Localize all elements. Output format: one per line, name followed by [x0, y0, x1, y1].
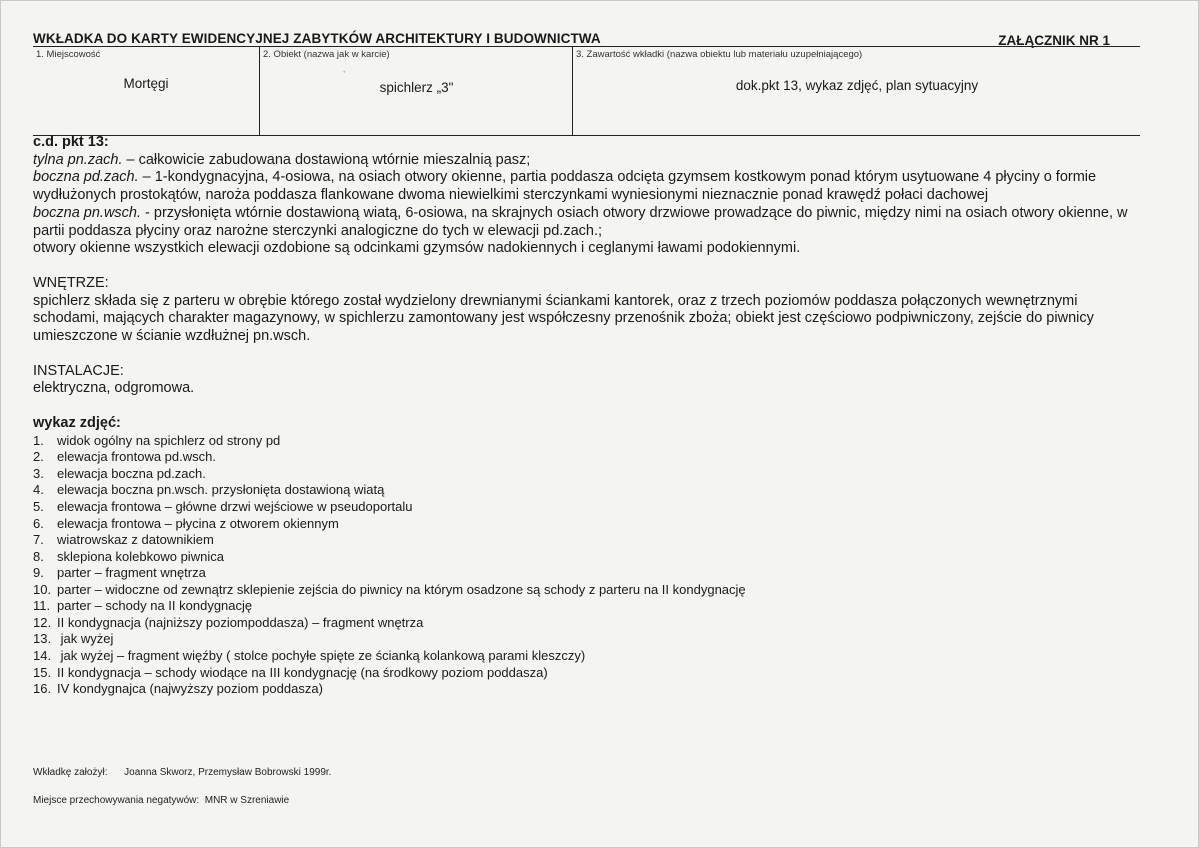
photo-list-item — [33, 532, 1143, 549]
elevation-side-ne-name: boczna pn.wsch. — [33, 204, 142, 221]
footer-storage — [33, 795, 289, 806]
photo-list — [33, 433, 1143, 698]
photo-list-item — [33, 681, 1143, 698]
elevation-rear-name: tylna pn.zach. — [33, 151, 123, 168]
photo-list-item — [33, 631, 1143, 648]
elevation-side-sw-desc: – 1-kondygnacyjna, 4-osiowa, na osiach otwory okienne, partia poddasza odcięta gzymsem kostkowym ponad którym usytuowane 4 płyciny o formie wydłużonych prostokątów, naroża poddasza flankowane dwoma niewielkimi sterczynkami wyniesionymi nieznacznie ponad krawędź połaci dachowej — [33, 169, 1097, 204]
section-13-line-4: otwory okienne wszystkich elewacji ozdobione są odcinkami gzymsów nadokiennych i ceglanymi ławami podokiennymi. — [33, 240, 801, 257]
photo-description: II kondygnacja – schody wiodące na III kondygnację (na środkowy poziom poddasza) — [57, 664, 548, 680]
photo-number: 15. — [33, 664, 52, 680]
photo-list-item — [33, 482, 1143, 499]
photo-description: jak wyżej — [57, 631, 114, 647]
field-locality — [33, 47, 259, 135]
photo-number: 4. — [33, 482, 44, 498]
photo-list-item — [33, 449, 1143, 466]
photo-description: IV kondygnajca (najwyższy poziom poddasza) — [57, 681, 323, 697]
photo-number: 13. — [33, 631, 52, 647]
photo-number: 8. — [33, 548, 44, 564]
photo-list-item — [33, 598, 1143, 615]
field-locality-label: 1. Miejscowość — [36, 49, 101, 60]
photo-list-item — [33, 466, 1143, 483]
elevation-side-sw-name: boczna pd.zach. — [33, 169, 139, 186]
footer-founder — [33, 767, 331, 778]
header-fields-table — [33, 46, 1140, 136]
interior-text: spichlerz składa się z parteru w obrębie którego został wydzielony drewnianymi ściankami kantorek, oraz z trzech poziomów poddasza połączonych wewnętrznymi schodami, mających charakter magazynowy, w spichlerzu zamontowany jest współczesny przenośnik zboża; obiekt jest częściowo podpiwniczony, zejście do piwnicy umieszczone w ścianie wzdłużnej pn.wsch. — [33, 292, 1094, 345]
photo-list-item — [33, 499, 1143, 516]
installations-heading: INSTALACJE: — [33, 362, 124, 379]
field-contents — [572, 47, 1141, 135]
photo-number: 5. — [33, 499, 44, 515]
photo-number: 2. — [33, 449, 44, 465]
elevation-rear-desc: – całkowicie zabudowana dostawioną wtórnie mieszalnią pasz; — [122, 151, 531, 168]
photo-number: 16. — [33, 681, 52, 697]
photo-description: elewacja boczna pn.wsch. przysłonięta dostawioną wiatą — [57, 482, 385, 498]
photo-number: 14. — [33, 647, 52, 663]
photo-list-item — [33, 549, 1143, 566]
photo-description: parter – widoczne od zewnątrz sklepienie zejścia do piwnicy na którym osadzone są schody z parteru na II kondygnację — [57, 581, 746, 597]
photo-description: II kondygnacja (najniższy poziompoddasza) – fragment wnętrza — [57, 614, 424, 630]
form-title: WKŁADKA DO KARTY EWIDENCYJNEJ ZABYTKÓW ARCHITEKTURY I BUDOWNICTWA — [33, 31, 601, 46]
photo-list-item — [33, 648, 1143, 665]
photo-number: 10. — [33, 581, 52, 597]
photo-description: sklepiona kolebkowo piwnica — [57, 548, 224, 564]
section-13-line-1 — [33, 152, 1143, 170]
photo-description: elewacja frontowa – główne drzwi wejściowe w pseudoportalu — [57, 499, 413, 515]
document-body — [33, 134, 1143, 698]
section-13-heading: c.d. pkt 13: — [33, 134, 109, 150]
photos-heading: wykaz zdjęć: — [33, 415, 121, 432]
photo-number: 6. — [33, 515, 44, 531]
installations-text: elektryczna, odgromowa. — [33, 380, 195, 397]
storage-label: Miejsce przechowywania negatywów: — [33, 795, 200, 806]
photo-list-item — [33, 582, 1143, 599]
photo-number: 12. — [33, 614, 52, 630]
photo-number: 7. — [33, 532, 44, 548]
photo-description: wiatrowskaz z datownikiem — [57, 532, 214, 548]
field-object — [259, 47, 573, 135]
section-13-line-2 — [33, 169, 1143, 204]
photo-number: 11. — [33, 598, 51, 614]
photo-description: jak wyżej – fragment więźby ( stolce pochyłe spięte ze ścianką kolankową parami kleszczy) — [57, 647, 586, 663]
photo-description: elewacja frontowa pd.wsch. — [57, 449, 216, 465]
pen-mark-icon: ˯ — [343, 64, 346, 73]
photo-list-item — [33, 565, 1143, 582]
photo-list-item — [33, 516, 1143, 533]
section-13-line-3 — [33, 205, 1143, 240]
photo-description: parter – fragment wnętrza — [57, 565, 206, 581]
photo-list-item — [33, 665, 1143, 682]
field-locality-value: Mortęgi — [123, 76, 169, 91]
photo-number: 3. — [33, 465, 44, 481]
field-contents-label: 3. Zawartość wkładki (nazwa obiektu lub materiału uzupełniającego) — [576, 49, 863, 60]
annex-label: ZAŁĄCZNIK NR 1 — [998, 33, 1110, 48]
photo-description: elewacja boczna pd.zach. — [57, 465, 206, 481]
photo-number: 9. — [33, 565, 44, 581]
storage-value: MNR w Szreniawie — [204, 795, 290, 806]
field-object-value: spichlerz „3" — [379, 80, 454, 95]
field-contents-value: dok.pkt 13, wykaz zdjęć, plan sytuacyjny — [735, 78, 979, 93]
photo-list-item — [33, 433, 1143, 450]
photo-number: 1. — [33, 432, 44, 448]
interior-heading: WNĘTRZE: — [33, 274, 109, 291]
founder-value: Joanna Skworz, Przemysław Bobrowski 1999r. — [124, 767, 332, 778]
photo-description: parter – schody na II kondygnację — [57, 598, 253, 614]
photo-description: elewacja frontowa – płycina z otworem okiennym — [57, 515, 339, 531]
photo-list-item — [33, 615, 1143, 632]
field-object-label: 2. Obiekt (nazwa jak w karcie) — [263, 49, 390, 60]
elevation-side-ne-desc: - przysłonięta wtórnie dostawioną wiatą, 6-osiowa, na skrajnych osiach otwory drzwiowe prowadzące do piwnic, między nimi na osiach otwory okienne, w partii poddasza płyciny oraz narożne sterczynki analogiczne do tych w elewacji pd.zach.; — [33, 204, 1128, 239]
photo-description: widok ogólny na spichlerz od strony pd — [57, 432, 281, 448]
founder-label: Wkładkę założył: — [33, 767, 108, 778]
